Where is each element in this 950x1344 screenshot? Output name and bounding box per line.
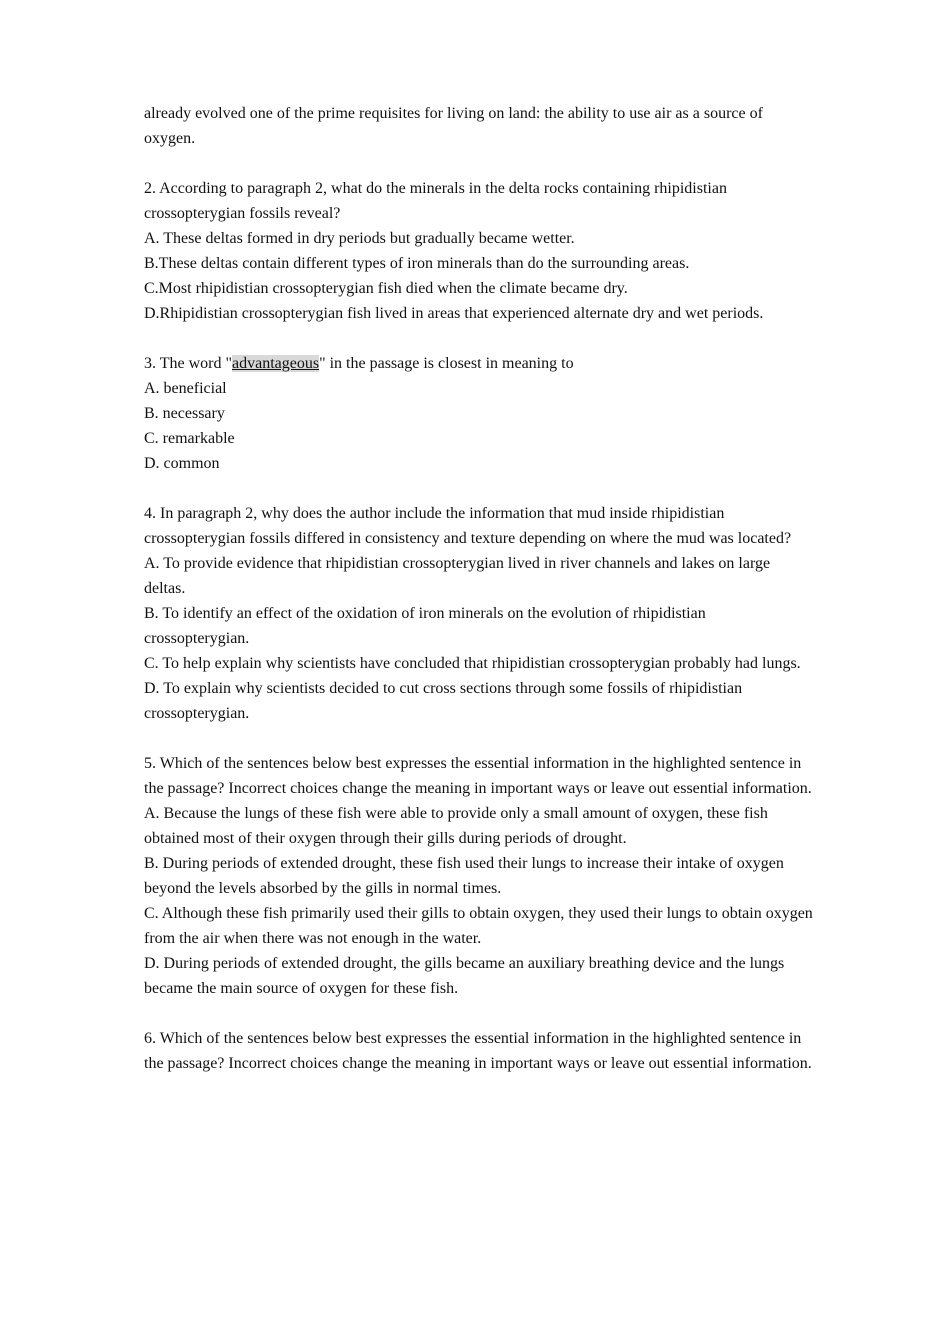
option-b: B. necessary [144,405,225,422]
option-d: D. During periods of extended drought, the gills became an auxiliary breathing device and the lungs became the main source of oxygen for these fish. [144,955,785,997]
spacer [144,726,814,751]
option-d: D. To explain why scientists decided to cut cross sections through some fossils of rhipidistian crossopterygian. [144,680,743,722]
stem-after: " in the passage is closest in meaning to [319,355,574,372]
question-stem: 6. Which of the sentences below best expresses the essential information in the highlighted sentence in the passage? Incorrect choices change the meaning in important ways or leave out essential information. [144,1030,812,1072]
spacer [144,1001,814,1026]
option-c: C. Although these fish primarily used their gills to obtain oxygen, they used their lungs to obtain oxygen from the air when there was not enough in the water. [144,905,813,947]
option-c: C. To help explain why scientists have concluded that rhipidistian crossopterygian probably had lungs. [144,655,801,672]
option-d: D.Rhipidistian crossopterygian fish lived in areas that experienced alternate dry and wet periods. [144,305,764,322]
question-stem: 5. Which of the sentences below best expresses the essential information in the highlighted sentence in the passage? Incorrect choices change the meaning in important ways or leave out essential information. [144,755,812,797]
question-2 [144,176,814,326]
spacer [144,326,814,351]
question-stem [144,351,814,376]
question-5 [144,751,814,1001]
option-c: C.Most rhipidistian crossopterygian fish died when the climate became dry. [144,280,628,297]
option-a: A. These deltas formed in dry periods but gradually became wetter. [144,230,575,247]
question-stem: 2. According to paragraph 2, what do the minerals in the delta rocks containing rhipidistian crossopterygian fossils reveal? [144,180,727,222]
question-3 [144,351,814,476]
intro-paragraph: already evolved one of the prime requisites for living on land: the ability to use air as a source of oxygen. [144,105,763,147]
question-stem: 4. In paragraph 2, why does the author include the information that mud inside rhipidistian crossopterygian fossils differed in consistency and texture depending on where the mud was located? [144,505,792,547]
option-b: B. During periods of extended drought, these fish used their lungs to increase their intake of oxygen beyond the levels absorbed by the gills in normal times. [144,855,784,897]
option-a: A. beneficial [144,380,227,397]
option-c: C. remarkable [144,430,235,447]
spacer [144,476,814,501]
highlighted-word: advantageous [232,355,320,372]
option-b: B.These deltas contain different types of iron minerals than do the surrounding areas. [144,255,690,272]
option-d: D. common [144,455,220,472]
option-b: B. To identify an effect of the oxidation of iron minerals on the evolution of rhipidistian crossopterygian. [144,605,706,647]
document-page [144,101,814,1076]
stem-before: 3. The word " [144,355,232,372]
option-a: A. Because the lungs of these fish were able to provide only a small amount of oxygen, these fish obtained most of their oxygen through their gills during periods of drought. [144,805,768,847]
spacer [144,151,814,176]
question-6 [144,1026,814,1076]
question-4 [144,501,814,726]
option-a: A. To provide evidence that rhipidistian crossopterygian lived in river channels and lakes on large deltas. [144,555,771,597]
